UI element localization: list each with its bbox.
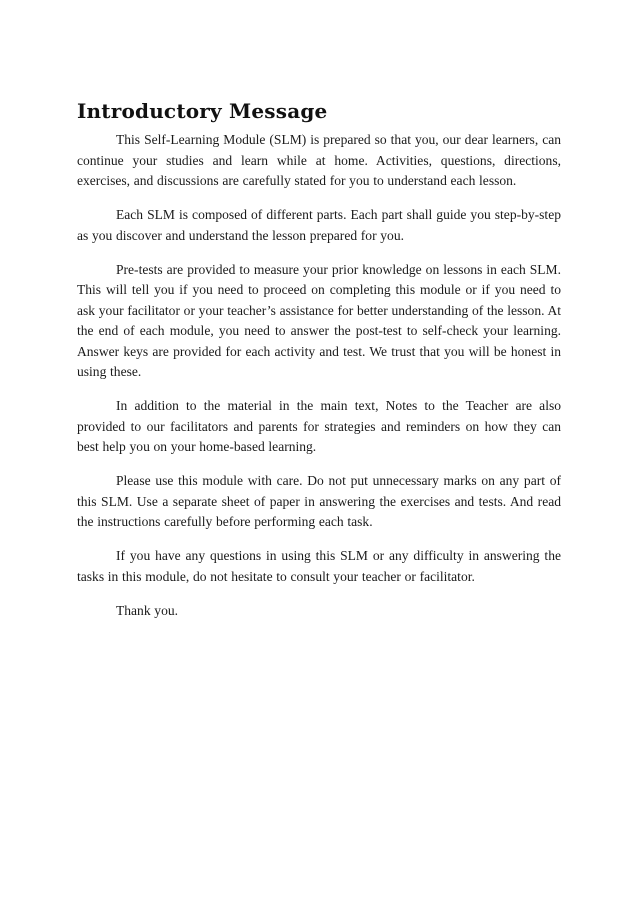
paragraph-slm-purpose: This Self-Learning Module (SLM) is prepared so that you, our dear learners, can continue your studies and learn while at home. Activities, questions, directions, exercises, and discussions are carefully stated for you to understand each lesson.: [77, 132, 561, 188]
paragraph-notes-to-teacher: In addition to the material in the main text, Notes to the Teacher are also provided to our facilitators and parents for strategies and reminders on how they can best help you on your home-based learning.: [77, 398, 561, 454]
page-title: Introductory Message: [77, 99, 328, 123]
paragraph-questions: If you have any questions in using this SLM or any difficulty in answering the tasks in this module, do not hesitate to consult your teacher or facilitator.: [77, 548, 561, 584]
paragraph-slm-parts: Each SLM is composed of different parts. Each part shall guide you step-by-step as you discover and understand the lesson prepared for you.: [77, 207, 561, 243]
document-page: [77, 98, 561, 635]
paragraph-pre-tests: Pre-tests are provided to measure your prior knowledge on lessons in each SLM. This will tell you if you need to proceed on completing this module or if you need to ask your facilitator or your teacher’s assistance for better understanding of the lesson. At the end of each module, you need to answer the post-test to self-check your learning. Answer keys are provided for each activity and test. We trust that you will be honest in using these.: [77, 261, 561, 379]
paragraph-module-care: Please use this module with care. Do not put unnecessary marks on any part of this SLM. Use a separate sheet of paper in answering the exercises and tests. And read the instructions carefully before performing each task.: [77, 473, 561, 529]
closing-thank-you: Thank you.: [116, 602, 179, 618]
